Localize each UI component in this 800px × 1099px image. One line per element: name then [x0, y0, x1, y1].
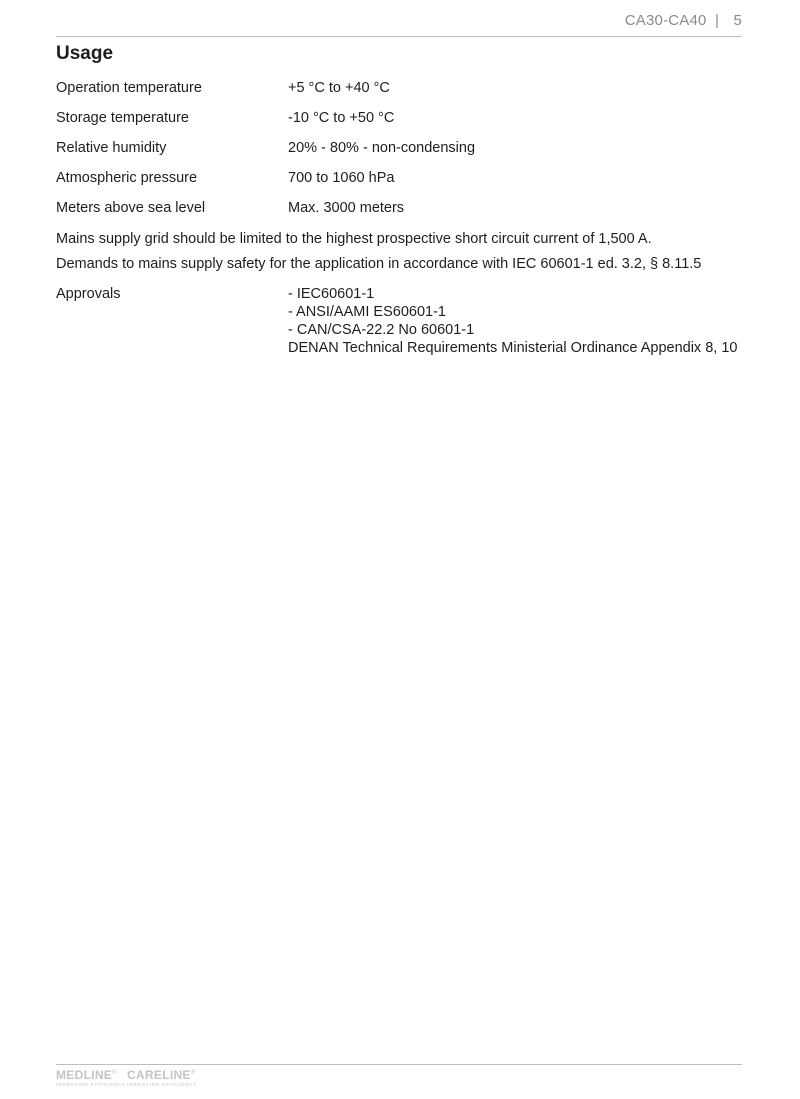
spec-label: Storage temperature	[56, 110, 189, 126]
spec-row-operation-temperature	[56, 79, 742, 109]
approvals-list	[288, 285, 737, 357]
note-mains-supply-safety: Demands to mains supply safety for the application in accordance with IEC 60601-1 ed. 3.2, § 8.11.5	[56, 256, 702, 272]
approval-item: DENAN Technical Requirements Ministerial Ordinance Appendix 8, 10	[288, 340, 738, 356]
page-number: 5	[733, 12, 742, 29]
approval-item: - CAN/CSA-22.2 No 60601-1	[288, 322, 475, 338]
registered-mark: ®	[112, 1070, 117, 1076]
brand-name: CARELINE	[127, 1068, 191, 1082]
spec-label: Relative humidity	[56, 140, 167, 156]
brand-tagline: IMPROVING EFFICIENCY	[56, 1082, 126, 1087]
page-header	[625, 12, 742, 29]
brand-name: MEDLINE	[56, 1068, 113, 1082]
spec-value: 700 to 1060 hPa	[288, 170, 395, 186]
registered-mark: ®	[190, 1070, 196, 1076]
spec-row-atmospheric-pressure	[56, 169, 742, 199]
note-short-circuit-current: Mains supply grid should be limited to the highest prospective short circuit current of 1,500 A.	[56, 231, 652, 247]
approval-item: - IEC60601-1	[288, 286, 375, 302]
approvals-label: Approvals	[56, 286, 121, 302]
usage-specs-table	[56, 79, 742, 229]
spec-value: 20% - 80% - non-condensing	[288, 140, 476, 156]
spec-row-relative-humidity	[56, 139, 742, 169]
footer-divider	[56, 1064, 742, 1065]
spec-value: +5 °C to +40 °C	[288, 80, 390, 96]
approvals-section	[56, 285, 756, 357]
careline-logo	[127, 1066, 197, 1088]
spec-row-altitude	[56, 199, 742, 229]
document-code: CA30-CA40	[624, 12, 707, 29]
approval-item: - ANSI/AAMI ES60601-1	[288, 304, 446, 320]
section-title: Usage	[56, 43, 114, 64]
spec-value: -10 °C to +50 °C	[288, 110, 395, 126]
spec-value: Max. 3000 meters	[288, 200, 405, 216]
mains-supply-notes	[56, 230, 756, 280]
spec-label: Atmospheric pressure	[56, 170, 198, 186]
header-separator: |	[714, 12, 720, 29]
spec-row-storage-temperature	[56, 109, 742, 139]
spec-label: Operation temperature	[56, 80, 202, 96]
brand-tagline: IMPROVING EFFICIENCY	[127, 1082, 197, 1087]
spec-label: Meters above sea level	[56, 200, 206, 216]
medline-logo	[56, 1066, 126, 1088]
header-divider	[56, 36, 742, 37]
